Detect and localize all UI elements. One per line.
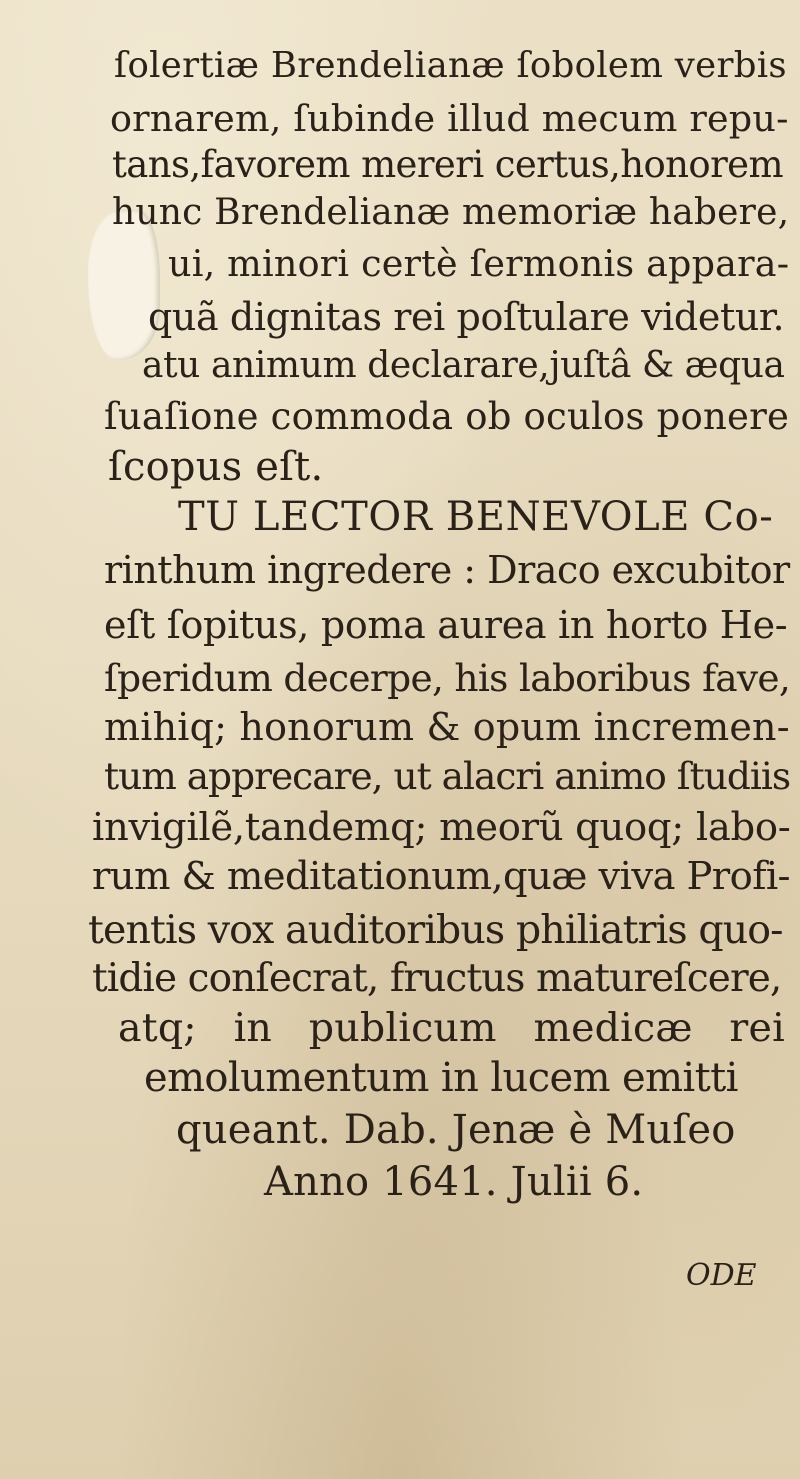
text-line: queant. Dab. Jenæ è Muſeo [176,1107,736,1153]
text-line: rinthum ingredere : Draco excubitor [104,548,790,592]
text-line: tidie conſecrat, fructus matureſcere, [92,956,782,1001]
text-line: hunc Brendelianæ memoriæ habere, [112,192,790,233]
text-line: ſcopus eſt. [108,444,324,490]
text-line: TU LECTOR BENEVOLE Co- [178,494,774,540]
catchword: ODE [686,1258,757,1293]
text-line: Anno 1641. Julii 6. [264,1159,644,1205]
text-line: invigilẽ,tandemq; meorũ quoq; labo- [92,805,791,850]
text-line: ſperidum decerpe, his laboribus fave, [104,656,791,700]
text-line: atq; in publicum medicæ rei [118,1005,785,1051]
text-line: tans,favorem mereri certus,honorem [112,143,783,186]
text-line: eſt ſopitus, poma aurea in horto He- [104,603,788,647]
text-line: quã dignitas rei poſtulare videtur. [148,295,785,339]
text-line: atu animum declarare,juſtâ & æqua [142,345,785,386]
text-line: ui, minori certè ſermonis appara- [168,242,790,285]
text-line: ſuaſione commoda ob oculos ponere [104,395,790,438]
text-line: mihiq; honorum & opum incremen- [104,705,790,749]
text-line: ſolertiæ Brendelianæ ſobolem verbis [114,45,787,86]
text-line: rum & meditationum,quæ viva Profi- [92,854,790,899]
text-line: ornarem, ſubinde illud mecum repu- [110,97,789,140]
text-line: emolumentum in lucem emitti [144,1055,738,1101]
text-line: tum apprecare, ut alacri animo ſtudiis [104,754,791,798]
text-line: tentis vox auditoribus philiatris quo- [88,907,783,953]
